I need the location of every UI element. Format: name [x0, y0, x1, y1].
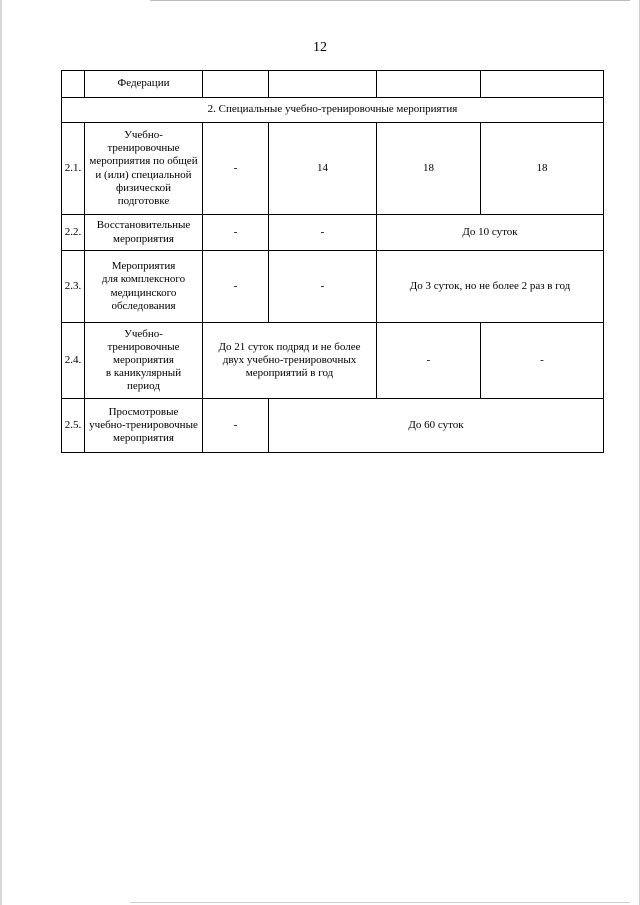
page-number: 12	[313, 40, 327, 55]
merged-cell: До 3 суток, но не более 2 раз в год	[377, 251, 604, 323]
table-cell: -	[377, 323, 481, 399]
table-row	[62, 215, 604, 251]
table-row	[62, 71, 604, 98]
row-number: 2.4.	[62, 323, 85, 399]
table-cell: -	[269, 251, 377, 323]
merged-cell: До 10 суток	[377, 215, 604, 251]
row-name: Мероприятия для комплексного медицинского обследования	[85, 251, 203, 323]
table-cell: -	[481, 323, 604, 399]
scan-edge-left	[0, 0, 2, 905]
table-cell	[481, 71, 604, 98]
scan-mark-bottom	[130, 902, 630, 903]
merged-cell: До 21 суток подряд и не более двух учебно-тренировочных мероприятий в год	[203, 323, 377, 399]
table-row	[62, 123, 604, 215]
row-number: 2.5.	[62, 399, 85, 453]
table-cell: 14	[269, 123, 377, 215]
merged-cell: До 60 суток	[269, 399, 604, 453]
section-heading: 2. Специальные учебно-тренировочные мероприятия	[62, 98, 604, 123]
table-cell: -	[203, 251, 269, 323]
table-cell: 18	[377, 123, 481, 215]
table-cell: -	[203, 123, 269, 215]
table-cell	[62, 71, 85, 98]
training-events-table	[61, 70, 604, 453]
table-cell	[377, 71, 481, 98]
row-name: Восстановительные мероприятия	[85, 215, 203, 251]
table-row	[62, 251, 604, 323]
table-cell: -	[269, 215, 377, 251]
row-name-federation: Федерации	[85, 71, 203, 98]
table-cell: -	[203, 399, 269, 453]
row-number: 2.1.	[62, 123, 85, 215]
table-cell	[269, 71, 377, 98]
table-cell	[203, 71, 269, 98]
row-name: Учебно- тренировочные мероприятия в каникулярный период	[85, 323, 203, 399]
table-cell: 18	[481, 123, 604, 215]
table-row	[62, 323, 604, 399]
row-number: 2.2.	[62, 215, 85, 251]
scan-mark-top	[150, 0, 630, 1]
table-row	[62, 399, 604, 453]
table-row	[62, 98, 604, 123]
row-name: Учебно- тренировочные мероприятия по общей и (или) специальной физической подготовке	[85, 123, 203, 215]
table-cell: -	[203, 215, 269, 251]
row-number: 2.3.	[62, 251, 85, 323]
row-name: Просмотровые учебно-тренировочные мероприятия	[85, 399, 203, 453]
